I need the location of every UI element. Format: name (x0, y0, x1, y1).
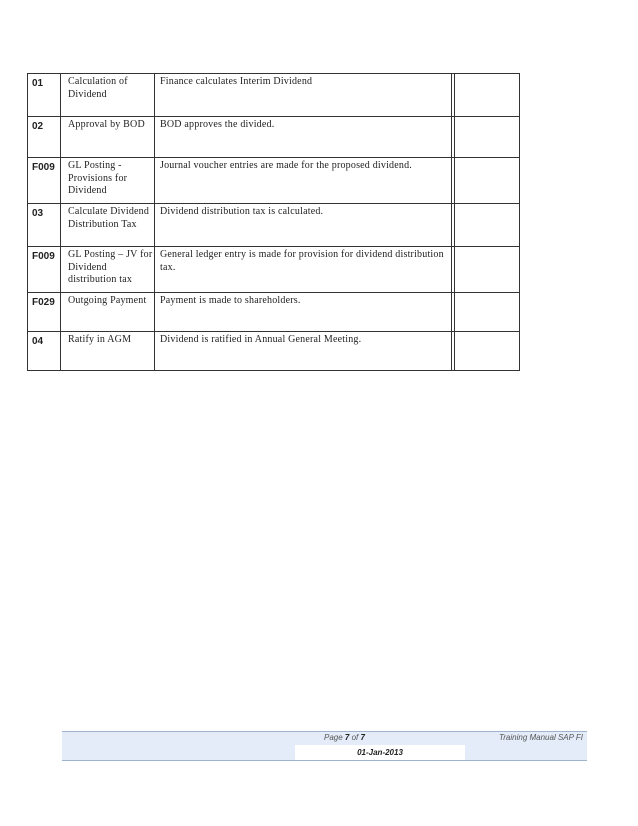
step-name: Ratify in AGM (61, 332, 155, 371)
step-name: Approval by BOD (61, 117, 155, 158)
empty-cell (455, 204, 520, 247)
empty-cell (455, 332, 520, 371)
step-name: GL Posting - Provisions for Dividend (61, 158, 155, 204)
table-row (28, 117, 520, 158)
step-id: 03 (28, 204, 61, 247)
step-id: F029 (28, 293, 61, 332)
page-of: of (351, 733, 359, 742)
table-row (28, 158, 520, 204)
page-total: 7 (360, 733, 365, 742)
step-id: 01 (28, 74, 61, 117)
page-number (324, 733, 365, 742)
empty-cell (455, 293, 520, 332)
step-description: Dividend is ratified in Annual General Meeting. (155, 332, 452, 371)
table-row (28, 74, 520, 117)
step-name: Outgoing Payment (61, 293, 155, 332)
step-name: Calculate Dividend Distribution Tax (61, 204, 155, 247)
step-id: F009 (28, 247, 61, 293)
process-steps-table (27, 73, 520, 371)
empty-cell (455, 158, 520, 204)
step-description: Journal voucher entries are made for the proposed dividend. (155, 158, 452, 204)
page-current: 7 (344, 733, 350, 742)
step-description: BOD approves the divided. (155, 117, 452, 158)
page-footer (62, 731, 587, 746)
footer-date-row (62, 745, 587, 761)
table-row (28, 293, 520, 332)
table-row (28, 204, 520, 247)
step-description: Dividend distribution tax is calculated. (155, 204, 452, 247)
step-description: Payment is made to shareholders. (155, 293, 452, 332)
document-date: 01-Jan-2013 (295, 745, 465, 760)
step-id: 04 (28, 332, 61, 371)
step-description: General ledger entry is made for provision for dividend distribution tax. (155, 247, 452, 293)
document-title: Training Manual SAP FI (498, 733, 583, 742)
empty-cell (455, 74, 520, 117)
step-id: 02 (28, 117, 61, 158)
empty-cell (455, 247, 520, 293)
step-name: GL Posting – JV for Dividend distribution tax (61, 247, 155, 293)
step-name: Calculation of Dividend (61, 74, 155, 117)
table-row (28, 247, 520, 293)
table-row (28, 332, 520, 371)
page-label: Page (324, 733, 343, 742)
step-description: Finance calculates Interim Dividend (155, 74, 452, 117)
step-id: F009 (28, 158, 61, 204)
empty-cell (455, 117, 520, 158)
